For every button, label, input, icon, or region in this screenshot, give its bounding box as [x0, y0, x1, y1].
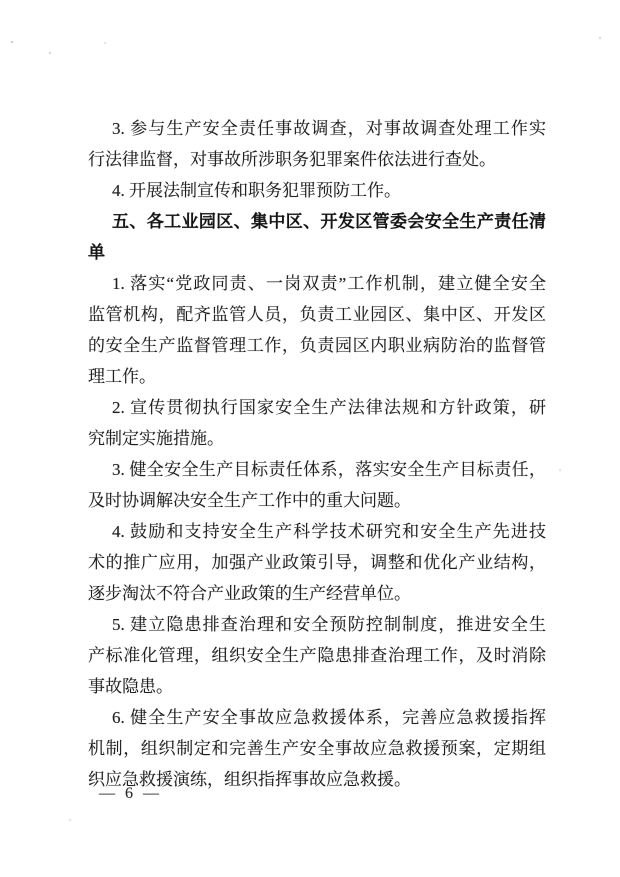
text-line: 监管机构，配齐监管人员，负责工业园区、集中区、开发区: [88, 305, 546, 324]
text-line: 逐步淘汰不符合产业政策的生产经营单位。: [88, 584, 411, 603]
text-line: 术的推广应用，加强产业政策引导，调整和优化产业结构，: [88, 553, 546, 572]
text-line: 织应急救援演练，组织指挥事故应急救援。: [88, 770, 411, 789]
text-line: 及时协调解决安全生产工作中的重大问题。: [88, 491, 411, 510]
text-line: 1. 落实“党政同责、一岗双责”工作机制，建立健全安全: [112, 274, 546, 293]
text-line: 4. 鼓励和支持安全生产科学技术研究和安全生产先进技: [112, 522, 546, 541]
heading-line: 单: [88, 243, 105, 262]
document-text-block: [88, 113, 546, 795]
text-line: 3. 健全安全生产目标责任体系，落实安全生产目标责任，: [112, 460, 546, 479]
text-line: 5. 建立隐患排查治理和安全预防控制制度，推进安全生: [112, 615, 546, 634]
text-line: 的安全生产监督管理工作，负责园区内职业病防治的监督管: [88, 336, 546, 355]
text-line: 事故隐患。: [88, 677, 173, 696]
page-number: — 6 —: [99, 785, 162, 802]
text-line: 理工作。: [88, 367, 156, 386]
text-line: 2. 宣传贯彻执行国家安全生产法律法规和方针政策，研: [112, 398, 546, 417]
heading-line: 五、各工业园区、集中区、开发区管委会安全生产责任清: [112, 212, 546, 231]
text-line: 3. 参与生产安全责任事故调查，对事故调查处理工作实: [112, 119, 546, 138]
text-line: 4. 开展法制宣传和职务犯罪预防工作。: [112, 181, 401, 200]
text-line: 机制，组织制定和完善生产安全事故应急救援预案，定期组: [88, 739, 546, 758]
text-line: 行法律监督，对事故所涉职务犯罪案件依法进行查处。: [88, 150, 496, 169]
text-line: 产标准化管理，组织安全生产隐患排查治理工作，及时消除: [88, 646, 546, 665]
text-line: 6. 健全生产安全事故应急救援体系，完善应急救援指挥: [112, 708, 546, 727]
text-line: 究制定实施措施。: [88, 429, 224, 448]
